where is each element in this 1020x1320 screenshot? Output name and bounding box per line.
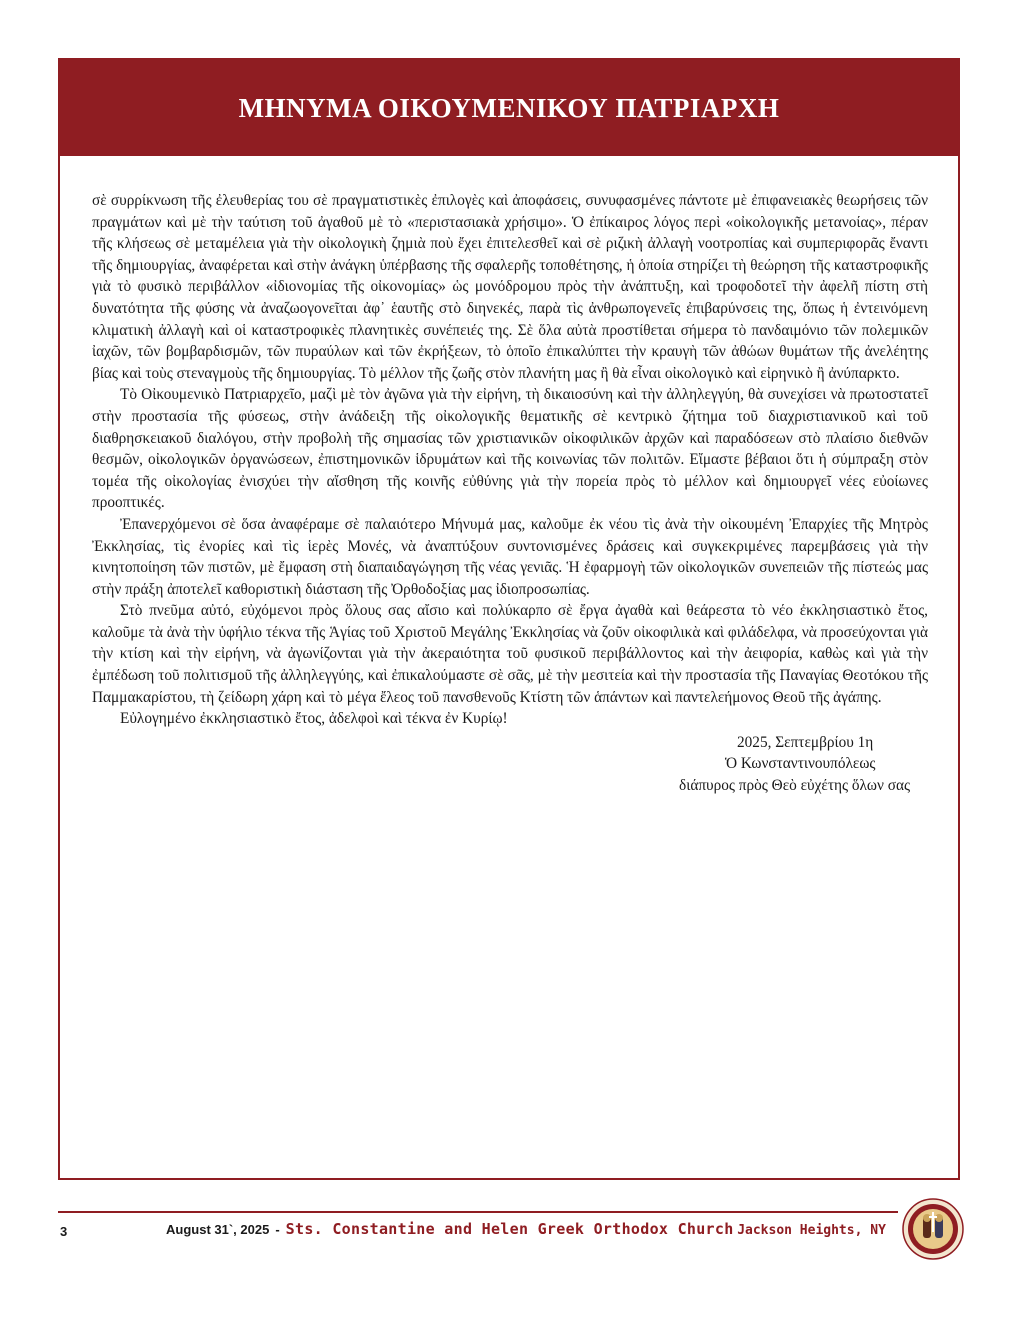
paragraph-4: Στὸ πνεῦμα αὐτό, εὐχόμενοι πρὸς ὅλους σας αἴσιο καὶ πολύκαρπο σὲ ἔργα ἀγαθὰ καὶ θεάρεστα τὸ νέο ἐκκλησιαστικὸ ἔτος, καλοῦμε τὰ ἀνὰ τὴν ὑφήλιο τέκνα τῆς Ἁγίας τοῦ Χριστοῦ Μεγάλης Ἐκκλησίας νὰ ζοῦν οἰκοφιλικὰ καὶ φιλάδελφα, νὰ προσεύχονται γιὰ τὴν κτίση καὶ τὴν εἰρήνη, νὰ ἀγωνίζονται γιὰ τὴν ἀκεραιότητα τοῦ φυσικοῦ περιβάλλοντος καὶ τὴν ἀειφορία, καθὼς καὶ γιὰ τὴν ἐμπέδωση τοῦ πολιτισμοῦ τῆς ἀλληλεγγύης, καὶ ἐπικαλούμαστε σὲ σᾶς, μὲ τὴν μεσιτεία καὶ τὴν προστασία τῆς Παναγίας Θεοτόκου τῆς Παμμακαρίστου, τὴ ζείδωρη χάρη καὶ τὸ μέγα ἔλεος τοῦ πανσθενοῦς Κτίστη τῶν ἁπάντων καὶ παντελεήμονος Θεοῦ τῆς ἀγάπης.	[92, 602, 928, 706]
signature-date: 2025, Σεπτεμβρίου 1η	[737, 733, 874, 751]
signature-closing: διάπυρος πρὸς Θεὸ εὐχέτης ὅλων σας	[679, 777, 911, 795]
paragraph-2: Τὸ Οἰκουμενικὸ Πατριαρχεῖο, μαζὶ μὲ τὸν ἀγῶνα γιὰ τὴν εἰρήνη, τὴ δικαιοσύνη καὶ τὴν ἀλληλεγγύη, θὰ συνεχίσει νὰ πρωτοστατεῖ στὴν προστασία τῆς φύσεως, στὴν ἀνάδειξη τῆς οἰκολογικῆς θεματικῆς σὲ κεντρικὸ ζήτημα τοῦ διαχριστιανικοῦ καὶ τοῦ διαθρησκειακοῦ διαλόγου, στὴν προβολὴ τῆς σημασίας τῶν χριστιανικῶν οἰκοφιλικῶν ἀρχῶν καὶ παραδόσεων στὸ πλαίσιο διεθνῶν θεσμῶν, οἰκολογικῶν ὀργανώσεων, ἐπιστημονικῶν ἱδρυμάτων καὶ τῆς κοινωνίας τῶν πολιτῶν. Εἴμαστε βέβαιοι ὅτι ἡ σύμπραξη στὸν τομέα τῆς οἰκολογίας ἐνισχύει τὴν αἴσθηση τῆς κοινῆς εὐθύνης γιὰ τὴν πορεία πρὸς τὸ μέλλον καὶ δημιουργεῖ νέες εὐοίωνες προοπτικές.	[92, 386, 928, 512]
message-body	[92, 190, 928, 797]
footer-church-name: Sts. Constantine and Helen Greek Orthodox Church	[285, 1220, 734, 1238]
paragraph-5: Εὐλογημένο ἐκκλησιαστικὸ ἔτος, ἀδελφοὶ καὶ τέκνα ἐν Κυρίῳ!	[120, 710, 508, 728]
church-seal-icon	[902, 1198, 964, 1260]
page-number: 3	[60, 1224, 68, 1239]
page-title: ΜΗΝΥΜΑ ΟΙΚΟΥΜΕΝΙΚΟΥ ΠΑΤΡΙΑΡΧΗ	[238, 92, 780, 123]
footer-divider	[58, 1211, 898, 1213]
paragraph-3: Ἐπανερχόμενοι σὲ ὅσα ἀναφέραμε σὲ παλαιότερο Μήνυμά μας, καλοῦμε ἐκ νέου τὶς ἀνὰ τὴν οἰκουμένη Ἐπαρχίες τῆς Μητρὸς Ἐκκλησίας, τὶς ἐνορίες καὶ τὶς ἱερὲς Μονές, νὰ ἀναπτύξουν συντονισμένες δράσεις καὶ συγκεκριμένες παρεμβάσεις γιὰ τὴν κινητοποίηση τῶν πιστῶν, μὲ ἔμφαση στὴ διαπαιδαγώγηση τῆς νέας γενιᾶς. Ἡ ἐφαρμογὴ τῶν οἰκολογικῶν συνεπειῶν τῆς πίστεώς μας στὴν πράξη ἀποτελεῖ καθοριστικὴ διάσταση τῆς Ὀρθοδοξίας μας ἰδιοπροσωπίας.	[92, 515, 928, 598]
page-frame	[58, 58, 960, 1180]
footer-date: August 31`, 2025	[166, 1222, 270, 1237]
signature-name: Ὁ Κωνσταντινουπόλεως	[725, 755, 876, 773]
header-banner	[60, 60, 958, 156]
footer-separator: -	[275, 1222, 280, 1237]
footer-location: Jackson Heights, NY	[737, 1223, 886, 1238]
signature-block	[92, 732, 928, 797]
paragraph-1: σὲ συρρίκνωση τῆς ἐλευθερίας του σὲ πραγματιστικὲς ἐπιλογὲς καὶ ἀποφάσεις, συνυφασμένες πάντοτε μὲ ἐπιφανειακὲς θεωρήσεις τῶν πραγμάτων καὶ μὲ τὴν ταύτιση τοῦ ἀγαθοῦ μὲ τὸ «περιστασιακὰ χρήσιμο». Ὁ ἐπίκαιρος λόγος περὶ «οἰκολογικῆς μετανοίας», πέραν τῆς κλήσεως σὲ μεταμέλεια γιὰ τὴν οἰκολογικὴ ζημιὰ ποὺ ἔχει ἐπιτελεσθεῖ καὶ σὲ ριζικὴ ἀλλαγὴ νοοτροπίας καὶ συμπεριφορᾶς ἔναντι τῆς δημιουργίας, ἀναφέρεται καὶ στὴν ἀνάγκη ὑπέρβασης τῆς σφαλερῆς τοποθέτησης, ἡ ὁποία στηρίζει τὴ θεώρηση τῆς καταστροφικῆς γιὰ τὸ φυσικὸ περιβάλλον «ἰδιονομίας τῆς οἰκονομίας» ὡς μονόδρομου πρὸς τὴν ἀνάπτυξη, καὶ τροφοδοτεῖ τὴν ἀφελῆ πίστη στὴ δυνατότητα τῆς φύσης νὰ ἀναζωογονεῖται ἀφ᾽ ἑαυτῆς στὸ διηνεκές, παρὰ τὶς ἀνθρωπογενεῖς ἐπιβαρύνσεις της, ὅπως ἡ ἐντεινόμενη κλιματικὴ ἀλλαγὴ καὶ οἱ καταστροφικὲς πλανητικὲς συνέπειές της. Σὲ ὅλα αὐτὰ προστίθεται σήμερα τὸ πανδαιμόνιο τῶν πολεμικῶν ἰαχῶν, τῶν βομβαρδισμῶν, τῶν πυραύλων καὶ τῶν ἐκρήξεων, τὸ ὁποῖο ἐπικαλύπτει τὴν κραυγὴ τῶν ἀθώων θυμάτων τῆς ἀνελέητης βίας καὶ τοὺς στεναγμοὺς τῆς δημιουργίας. Τὸ μέλλον τῆς ζωῆς στὸν πλανήτη μας ἢ θὰ εἶναι οἰκολογικὸ καὶ εἰρηνικὸ ἢ ἀνύπαρκτο.	[92, 192, 928, 382]
footer-line	[166, 1220, 886, 1238]
